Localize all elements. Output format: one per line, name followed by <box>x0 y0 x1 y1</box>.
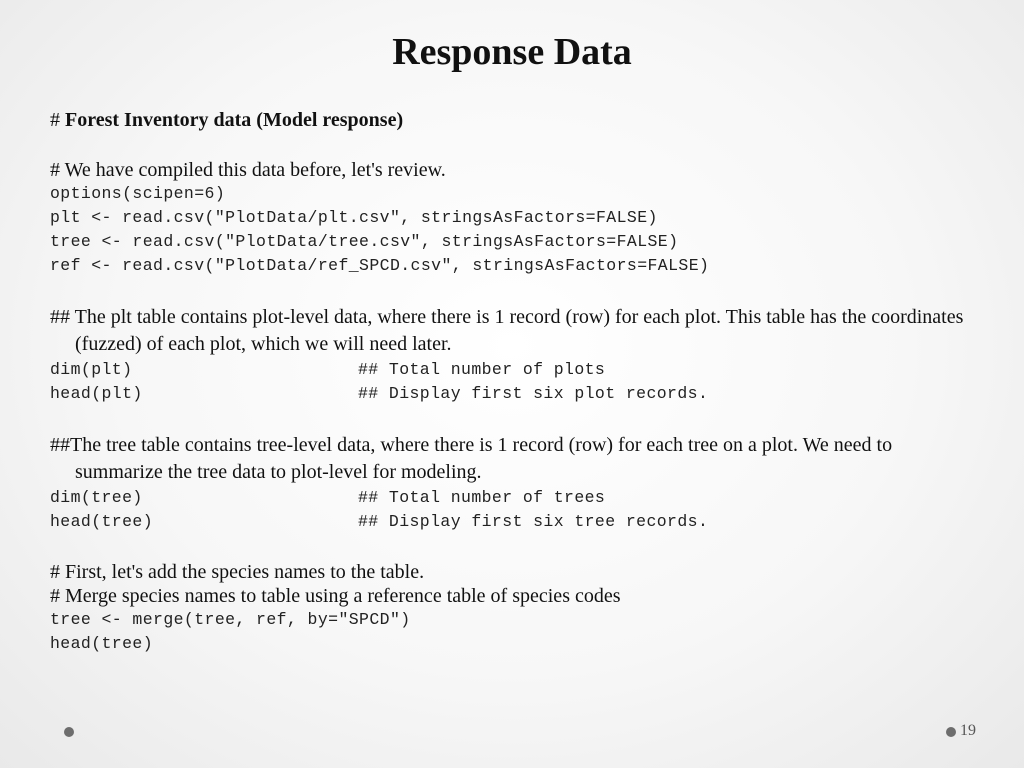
comment-paragraph: ##The tree table contains tree-level data, where there is 1 record (row) for each tree on a plot. We need to summarize the tree data to plot-level for modeling. <box>50 434 893 483</box>
code-line: plt <- read.csv("PlotData/plt.csv", stringsAsFactors=FALSE) <box>50 208 658 227</box>
heading-text: Forest Inventory data (Model response) <box>65 109 404 131</box>
code-line: ref <- read.csv("PlotData/ref_SPCD.csv", stringsAsFactors=FALSE) <box>50 256 710 275</box>
code-command: head(plt) <box>50 384 143 403</box>
code-line <box>50 382 970 406</box>
footer-left-dot <box>64 727 74 737</box>
code-comment: ## Total number of trees <box>358 488 606 507</box>
code-line <box>50 486 970 510</box>
code-comment: ## Display first six tree records. <box>358 512 709 531</box>
slide-title: Response Data <box>392 31 632 73</box>
code-command: dim(plt) <box>50 360 133 379</box>
code-line: tree <- merge(tree, ref, by="SPCD") <box>50 610 411 629</box>
spacer <box>50 534 970 560</box>
footer-right-dot <box>946 727 956 737</box>
slide-content <box>50 108 970 656</box>
spacer <box>50 406 970 432</box>
comment-paragraph: ## The plt table contains plot-level data, where there is 1 record (row) for each plot. This table has the coordinates (fuzzed) of each plot, which we will need later. <box>50 306 964 355</box>
code-line: head(tree) <box>50 634 154 653</box>
spacer <box>50 278 970 304</box>
section-heading <box>50 108 970 132</box>
code-comment: ## Display first six plot records. <box>358 384 709 403</box>
spacer <box>50 132 970 158</box>
page-number: 19 <box>960 722 976 739</box>
code-line <box>50 510 970 534</box>
code-command: head(tree) <box>50 512 154 531</box>
comment-line: # We have compiled this data before, let's review. <box>50 159 446 181</box>
comment-line: # Merge species names to table using a reference table of species codes <box>50 585 621 607</box>
code-line: options(scipen=6) <box>50 184 226 203</box>
comment-line: # First, let's add the species names to the table. <box>50 561 425 583</box>
code-command: dim(tree) <box>50 488 143 507</box>
code-line: tree <- read.csv("PlotData/tree.csv", stringsAsFactors=FALSE) <box>50 232 679 251</box>
heading-hash: # <box>50 109 65 131</box>
code-line <box>50 358 970 382</box>
code-comment: ## Total number of plots <box>358 360 606 379</box>
